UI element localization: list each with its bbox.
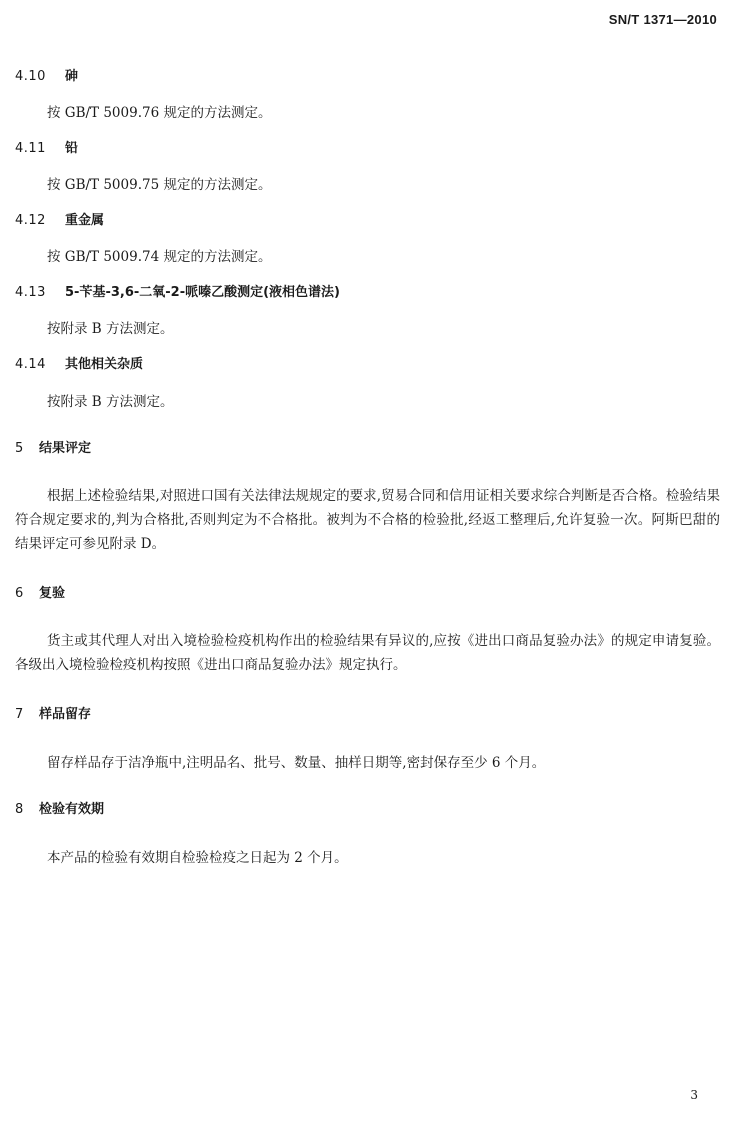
section-number: 6 <box>15 586 24 601</box>
section-number: 4.10 <box>15 69 46 84</box>
section-8-body <box>15 846 720 870</box>
section-5-paragraph: 根据上述检验结果,对照进口国有关法律法规规定的要求,贸易合同和信用证相关要求综合判断是否合格。检验结果符合规定要求的,判为合格批,否则判定为不合格批。被判为不合格的检验批,经返工整理后,允许复验一次。阿斯巴甜的结果评定可参见附录 D。 <box>15 488 720 552</box>
section-title: 其他相关杂质 <box>65 357 144 372</box>
section-number: 4.13 <box>15 285 46 300</box>
section-title: 砷 <box>65 69 79 84</box>
section-4-14-text: 按附录 B 方法测定。 <box>47 394 174 410</box>
section-4-11-heading <box>15 140 720 158</box>
section-number: 4.12 <box>15 213 46 228</box>
section-number: 4.11 <box>15 141 46 156</box>
section-4-12-text: 按 GB/T 5009.74 规定的方法测定。 <box>47 249 272 265</box>
section-title: 复验 <box>39 586 66 601</box>
section-8-paragraph: 本产品的检验有效期自检验检疫之日起为 2 个月。 <box>47 850 348 866</box>
section-5-heading <box>15 440 720 458</box>
section-5-body <box>15 484 720 556</box>
section-8-heading <box>15 801 720 819</box>
section-4-10-text: 按 GB/T 5009.76 规定的方法测定。 <box>47 105 272 121</box>
section-4-13-heading <box>15 284 720 302</box>
section-title: 5-苄基-3,6-二氧-2-哌嗪乙酸测定(液相色谱法) <box>65 285 340 300</box>
section-number: 5 <box>15 441 24 456</box>
section-title: 样品留存 <box>39 707 92 722</box>
page-number: 3 <box>690 1088 698 1102</box>
section-4-14-heading <box>15 356 720 374</box>
standard-code-header: SN/T 1371—2010 <box>608 12 717 27</box>
section-4-10-heading <box>15 68 720 86</box>
section-title: 检验有效期 <box>39 802 105 817</box>
section-title: 重金属 <box>65 213 105 228</box>
section-6-heading <box>15 585 720 603</box>
section-6-body <box>15 629 720 677</box>
section-7-heading <box>15 706 720 724</box>
section-title: 结果评定 <box>39 441 92 456</box>
section-number: 4.14 <box>15 357 46 372</box>
section-7-paragraph: 留存样品存于洁净瓶中,注明品名、批号、数量、抽样日期等,密封保存至少 6 个月。 <box>47 755 546 771</box>
section-7-body <box>15 751 720 775</box>
section-4-11-text: 按 GB/T 5009.75 规定的方法测定。 <box>47 177 272 193</box>
section-4-12-heading <box>15 212 720 230</box>
section-6-paragraph: 货主或其代理人对出入境检验检疫机构作出的检验结果有异议的,应按《进出口商品复验办法》的规定申请复验。各级出入境检验检疫机构按照《进出口商品复验办法》规定执行。 <box>15 633 720 673</box>
section-number: 7 <box>15 707 24 722</box>
section-4-13-text: 按附录 B 方法测定。 <box>47 321 174 337</box>
section-number: 8 <box>15 802 24 817</box>
section-title: 铅 <box>65 141 79 156</box>
